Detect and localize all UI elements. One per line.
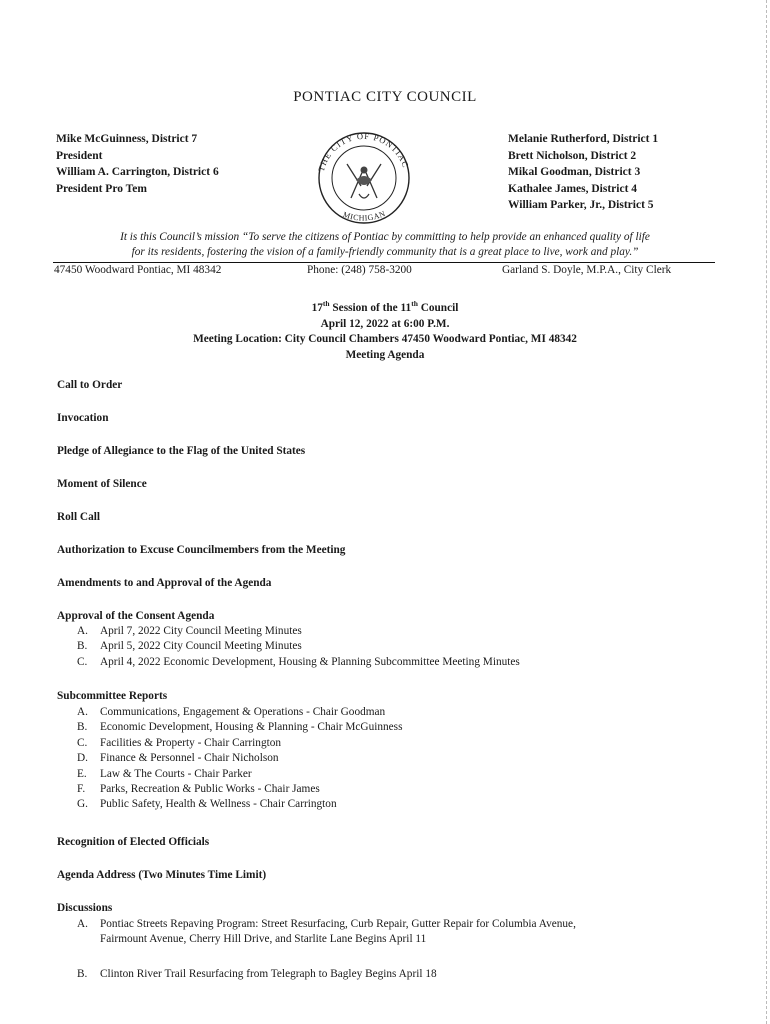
member-line: Mikal Goodman, District 3	[508, 166, 641, 178]
member-line: President	[56, 149, 103, 162]
recognition-of-officials: Recognition of Elected Officials	[57, 836, 210, 848]
list-item-continuation: Fairmount Avenue, Cherry Hill Drive, and Starlite Lane Begins April 11	[100, 933, 427, 946]
subcommittee-reports-heading: Subcommittee Reports	[57, 690, 168, 702]
meeting-location: Meeting Location: City Council Chambers 47450 Woodward Pontiac, MI 48342	[193, 333, 577, 346]
member-line: Kathalee James, District 4	[508, 182, 638, 195]
agenda-label: Meeting Agenda	[345, 349, 425, 362]
right-council-members	[508, 131, 658, 214]
authorization-to-excuse: Authorization to Excuse Councilmembers from the Meeting	[57, 544, 346, 556]
list-item: D. Finance & Personnel - Chair Nicholson	[77, 752, 279, 765]
session-info	[0, 296, 770, 364]
scan-edge-line	[766, 0, 767, 1024]
list-item: A. Communications, Engagement & Operations - Chair Goodman	[77, 706, 386, 718]
discussions-list-b	[77, 967, 437, 982]
meeting-date: April 12, 2022 at 6:00 P.M.	[320, 317, 450, 330]
city-clerk: Garland S. Doyle, M.P.A., City Clerk	[502, 264, 672, 276]
pledge-of-allegiance: Pledge of Allegiance to the Flag of the United States	[57, 445, 306, 457]
svg-text:THE CITY OF PONTIAC: THE CITY OF PONTIAC	[315, 130, 412, 173]
subcommittee-reports-list	[77, 705, 402, 813]
consent-agenda-heading: Approval of the Consent Agenda	[57, 610, 215, 622]
discussions-heading: Discussions	[57, 902, 113, 914]
header-divider	[53, 262, 715, 263]
consent-agenda-list	[77, 624, 520, 670]
svg-text:MICHIGAN: MICHIGAN	[341, 208, 387, 223]
address: 47450 Woodward Pontiac, MI 48342	[54, 264, 222, 276]
list-item: B. Economic Development, Housing & Planning - Chair McGuinness	[77, 721, 403, 734]
mission-statement	[40, 230, 730, 260]
list-item: A. Pontiac Streets Repaving Program: Street Resurfacing, Curb Repair, Gutter Repair for Columbia Avenue,	[77, 918, 576, 930]
mission-line: for its residents, fostering the vision of a family-friendly community that is a great place to live, work and play.”	[131, 246, 639, 258]
member-line: William Parker, Jr., District 5	[508, 199, 654, 211]
phone: Phone: (248) 758-3200	[307, 264, 412, 276]
list-item: F. Parks, Recreation & Public Works - Chair James	[77, 783, 320, 796]
member-line: Mike McGuinness, District 7	[56, 133, 198, 145]
member-line: Melanie Rutherford, District 1	[508, 133, 659, 145]
call-to-order: Call to Order	[57, 379, 123, 391]
left-council-members	[56, 131, 219, 197]
member-line: William A. Carrington, District 6	[56, 166, 219, 178]
list-item: C. April 4, 2022 Economic Development, Housing & Planning Subcommittee Meeting Minutes	[77, 655, 520, 668]
list-item: B. Clinton River Trail Resurfacing from Telegraph to Bagley Begins April 18	[77, 968, 437, 980]
session-line: 17th Session of the 11th Council	[311, 299, 459, 314]
invocation: Invocation	[57, 412, 109, 424]
list-item: B. April 5, 2022 City Council Meeting Minutes	[77, 640, 302, 653]
list-item: E. Law & The Courts - Chair Parker	[77, 767, 252, 780]
mission-line: It is this Council’s mission “To serve the citizens of Pontiac by committing to help provide an enhanced quality of life	[120, 231, 650, 243]
roll-call: Roll Call	[57, 511, 100, 523]
list-item: G. Public Safety, Health & Wellness - Chair Carrington	[77, 798, 337, 811]
discussions-list	[77, 917, 576, 948]
list-item: A. April 7, 2022 City Council Meeting Minutes	[77, 625, 302, 637]
list-item: C. Facilities & Property - Chair Carrington	[77, 736, 282, 749]
page-title: PONTIAC CITY COUNCIL	[293, 89, 477, 105]
member-line: Brett Nicholson, District 2	[508, 149, 637, 162]
agenda-address: Agenda Address (Two Minutes Time Limit)	[57, 869, 267, 881]
agenda-amendments: Amendments to and Approval of the Agenda	[57, 577, 272, 589]
city-seal-logo	[301, 128, 427, 228]
member-line: President Pro Tem	[56, 182, 147, 195]
moment-of-silence: Moment of Silence	[57, 478, 147, 490]
